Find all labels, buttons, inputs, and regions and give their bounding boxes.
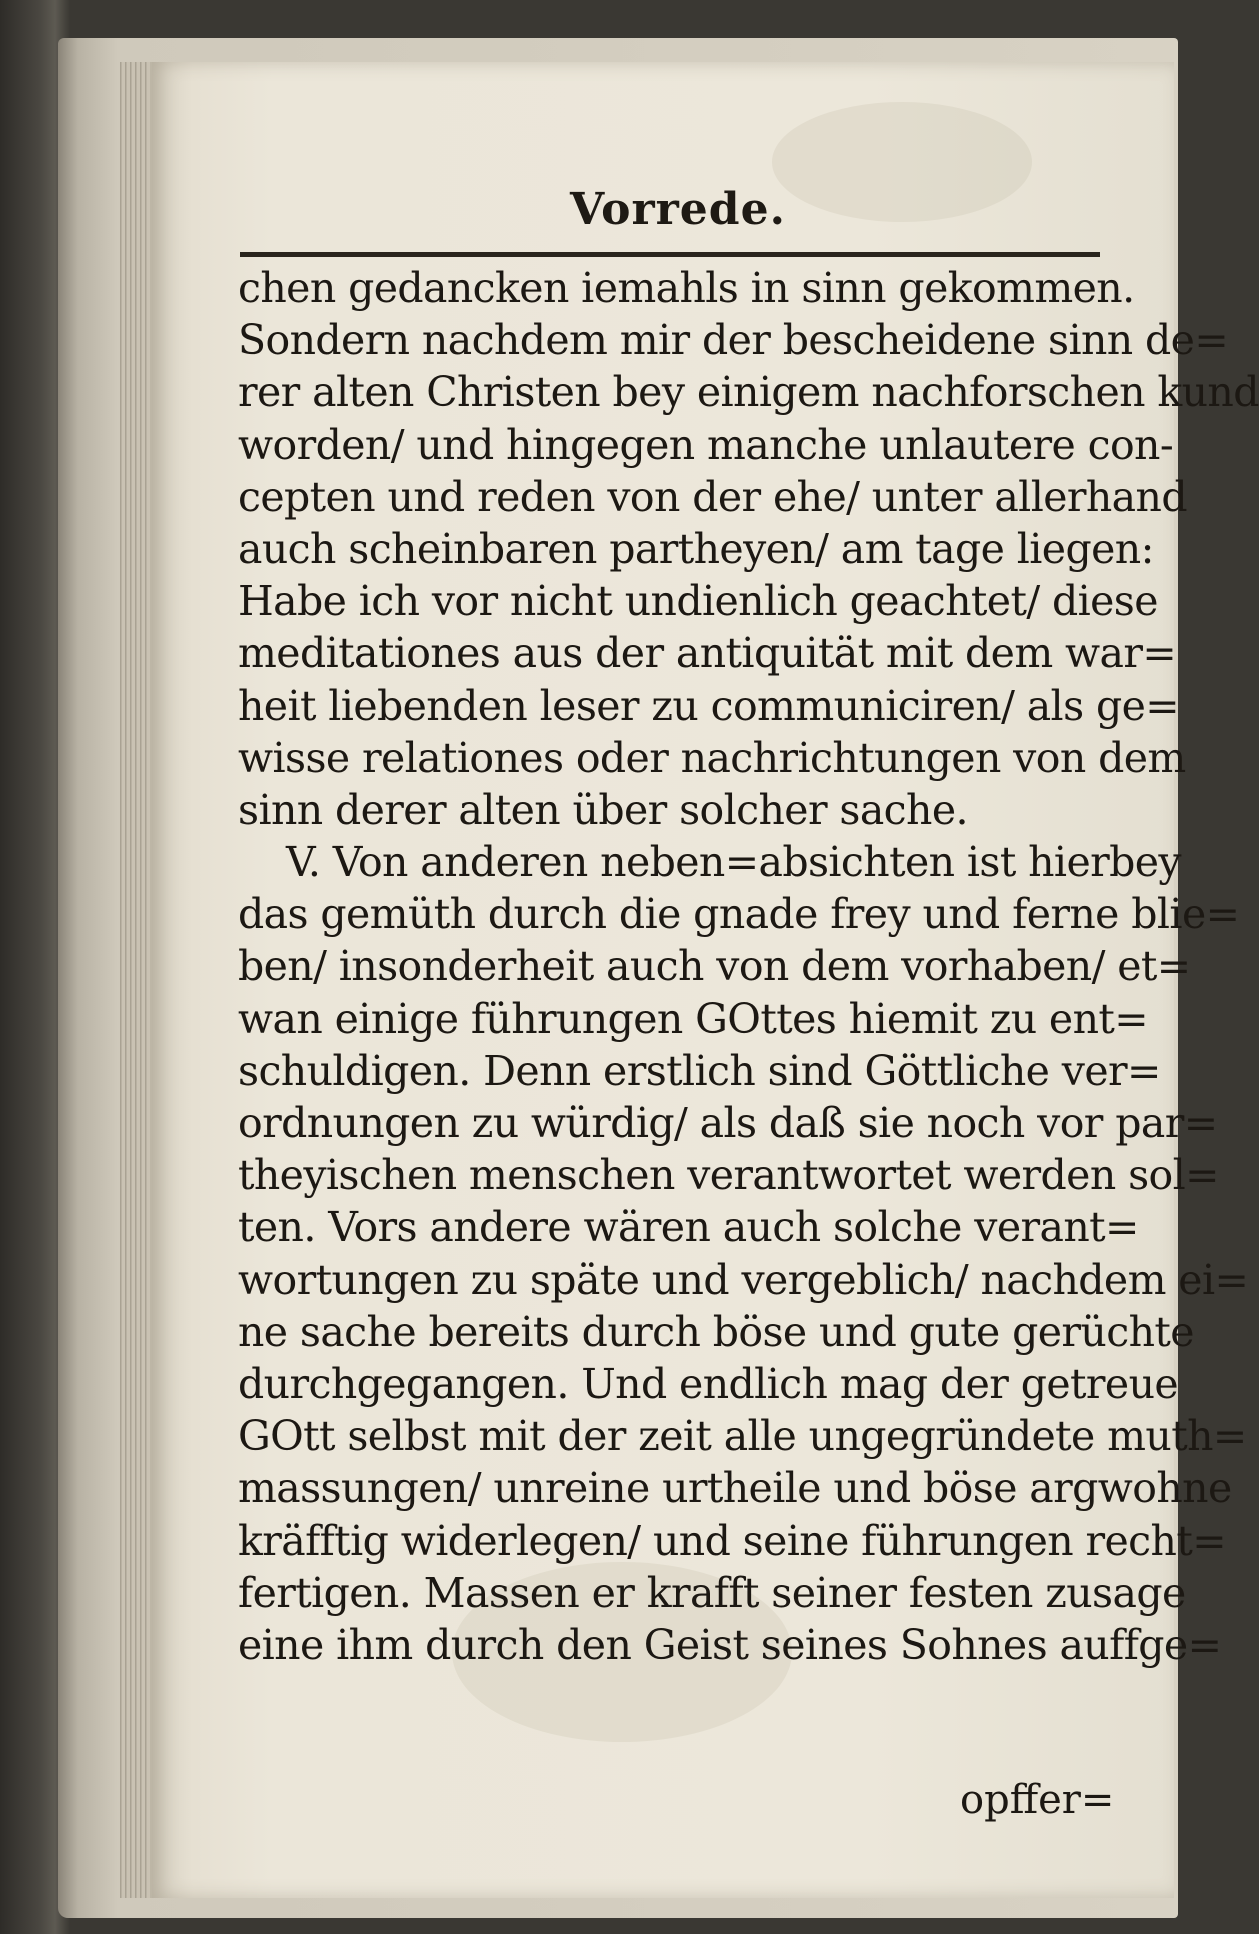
- text-line: durchgegangen. Und endlich mag der getreue: [238, 1359, 1179, 1408]
- text-line: ten. Vors andere wären auch solche verant=: [238, 1203, 1139, 1252]
- text-line: worden/ und hingegen manche unlautere con-: [238, 420, 1174, 469]
- text-line: meditationes aus der antiquität mit dem war=: [238, 629, 1177, 678]
- running-head: Vorrede.: [570, 184, 786, 235]
- text-line: heit liebenden leser zu communiciren/ als ge=: [238, 681, 1180, 730]
- section-heading-line: V. Von anderen neben=absichten ist hierbey: [286, 838, 1181, 887]
- text-line: kräfftig widerlegen/ und seine führungen recht=: [238, 1516, 1226, 1565]
- text-line: massungen/ unreine urtheile und böse argwohne: [238, 1464, 1232, 1513]
- text-line: wortungen zu späte und vergeblich/ nachdem ei=: [238, 1255, 1249, 1304]
- text-line: rer alten Christen bey einigem nachforschen kund: [238, 368, 1259, 417]
- text-line: cepten und reden von der ehe/ unter allerhand: [238, 472, 1187, 521]
- text-line: theyischen menschen verantwortet werden sol=: [238, 1151, 1219, 1200]
- text-line: fertigen. Massen er krafft seiner festen zusage: [238, 1568, 1186, 1617]
- text-line: ordnungen zu würdig/ als daß sie noch vor par=: [238, 1099, 1218, 1147]
- text-line: ne sache bereits durch böse und gute gerüchte: [238, 1307, 1194, 1356]
- text-line: chen gedancken iemahls in sinn gekommen.: [238, 264, 1135, 312]
- catchword: opffer=: [960, 1777, 1115, 1823]
- text-line: Sondern nachdem mir der bescheidene sinn de=: [238, 316, 1229, 365]
- text-line: ben/ insonderheit auch von dem vorhaben/ et=: [238, 942, 1191, 991]
- text-line: wisse relationes oder nachrichtungen von dem: [238, 733, 1186, 782]
- text-line: eine ihm durch den Geist seines Sohnes auffge=: [238, 1620, 1222, 1669]
- text-line: schuldigen. Denn erstlich sind Göttliche ver=: [238, 1046, 1161, 1095]
- header-rule: [240, 252, 1100, 257]
- page-header: [240, 184, 1100, 254]
- text-line: das gemüth durch die gnade frey und ferne blie=: [238, 890, 1240, 939]
- text-line: Habe ich vor nicht undienlich geachtet/ diese: [238, 577, 1158, 626]
- text-line: auch scheinbaren partheyen/ am tage liegen:: [238, 524, 1154, 573]
- text-line: GOtt selbst mit der zeit alle ungegründete muth=: [238, 1412, 1247, 1461]
- text-line: sinn derer alten über solcher sache.: [238, 785, 968, 834]
- body-text: [238, 262, 1259, 1671]
- text-line: wan einige führungen GOttes hiemit zu ent=: [238, 994, 1149, 1043]
